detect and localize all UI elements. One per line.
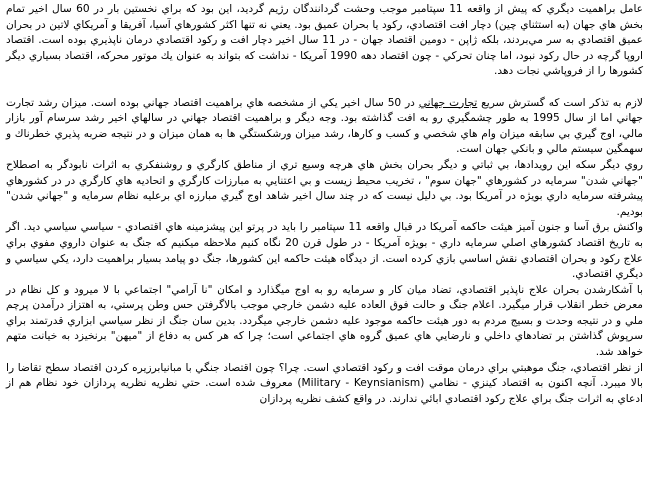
paragraph-4: واكنش برق آسا و جنون آميز هيئت حاكمه آمريكا در قبال واقعه 11 سپتامبر را بايد در پرتو اين پيشزمينه هاي اقتصادي - سياسي سياسي ديد. اگر به تاريخ اقتصاد كشورهاي اصلي سرمايه داري - بويژه آمريكا - در طول قرن 20 نگاه كنيم ملاحظه ميكنيم كه جنگ به عنوان داروي مفوي براي علاج ركود و بحران اقتصادي نقش اساسي بازي كرده است. از ديدگاه هيئت حاكمه اين كشورها، جنگ دو پيامد بسيار براهميت دارد، يكي سياسي و ديگري اقتصادي. — [6, 221, 644, 281]
paragraph-2-rest: در 50 سال اخير يكي از مشخصه هاي براهميت اقتصاد جهاني بوده است. ميزان رشد تجارت جهاني اما از سال 1995 به طور چشمگيري رو به افت گذاشته بود. وجه ديگر و براهميت اقتصاد جهاني در سالهاي اخير رشد سرسام آور بازار مالي، اوج گيري بي سابقه ميزان وام هاي شخصي و كسب و كارها، رشد ميزان ورشكستگي ها به همان ميزان و در نتيجه ضربه پذيري خطرناك و سهمگين سيستم مالي و بانكي جهان است. — [6, 96, 643, 156]
paragraph-2-lead: لازم به تذكر است كه گسترش سريع — [477, 96, 643, 109]
paragraph-6: از نظر اقتصادي، جنگ موهبتي براي درمان موقت افت و ركود اقتصادي است. چرا؟ چون اقتصاد جنگي با مبانيابرزيره كردن اقتصاد سطح تقاضا را بالا ميبرد. آنچه اكنون به اقتصاد كينزي - نظامي (Military - Keynsianism) معروف شده است. حتي نظريه نظريه پردازان خود نظام هم از ادعاي به اثرات جنگ براي علاج ركود اقتصادي ابائي ندارند. در واقع كشف نظريه پردازان — [6, 361, 644, 405]
paragraph-3: روي ديگر سكه اين رويدادها، بي ثباتي و ديگر بحران بخش هاي هرچه وسيع تري از مناطق كارگري و روشنفكري به اثرات نابودگر به اصطلاح "جهاني شدن" سرمايه در كشورهاي "جهان سوم" ، تخريب محيط زيست و بي اعتنايي به مبارزات كارگري و اتحاديه هاي كارگري در در كشورهاي پيشرفته سرمايه داري بويژه در آمريكا بود. بي دليل نيست كه در چند سال اخير شاهد اوج گيري مبارزه اي برعليه نظام سرمايه و "جهاني شدن" بوديم. — [6, 158, 643, 218]
world-trade-link[interactable]: تجارت جهاني — [418, 96, 478, 109]
paragraph-2 — [6, 96, 643, 158]
paragraph-5: با آشكارشدن بحران علاج ناپذير اقتصادي، تضاد ميان كار و سرمايه رو به اوج ميگذارد و امكان "نا آرامي" اجتماعي با لا ميرود و كل نظام در معرض خطر انقلاب قرار ميگيرد. اعلام جنگ و حالت فوق العاده عليه دشمن خارجي موجب بالاگرفتن حس وطن پرستي، به اهتزاز درآمدن پرچم ملي و در نتيجه وحدت و بسيج مردم به دور هيئت حاكمه موجود عليه دشمن خارجي ميگردد. بدين سان جنگ از نظر سياسي ابزاري قدرتمند براي سرپوش گذاشتن بر تضادهاي داخلي و نارضايي هاي عميق گروه هاي اجتماعي است؛ چرا كه هر كس به دفاع از "ميهن" برنخيزد به خيانت متهم خواهد شد. — [6, 283, 643, 359]
paragraph-1: عامل براهميت ديگري كه پيش از واقعه 11 سپتامبر موجب وحشت گردانندگان رژيم گرديد، اين بود كه براي نخستين بار در 60 سال اخير تمام بخش هاي جهان (به استثناي چين) دچار افت اقتصادي، ركود يا بحران عميق بود. يعني نه تنها اكثر كشورهاي آسيا، آفريقا و آمريكاي لاتين در بحران عميق اقتصادي به سر مي‌بردند، بلكه ژاپن - دومين اقتصاد جهان - در 11 سال اخير دچار افت و ركود اقتصادي درمان ناپذيري بوده است. اقتصاد اروپا گرچه در حال ركود نبود، اما چنان تحركي - چون اقتصاد دهه 1990 آمريكا - نداشت كه بتواند به عنوان يك موتور محركه، اقتصاد بسياري ديگر كشورها را از فروپاشي نجات دهد. — [6, 3, 643, 78]
